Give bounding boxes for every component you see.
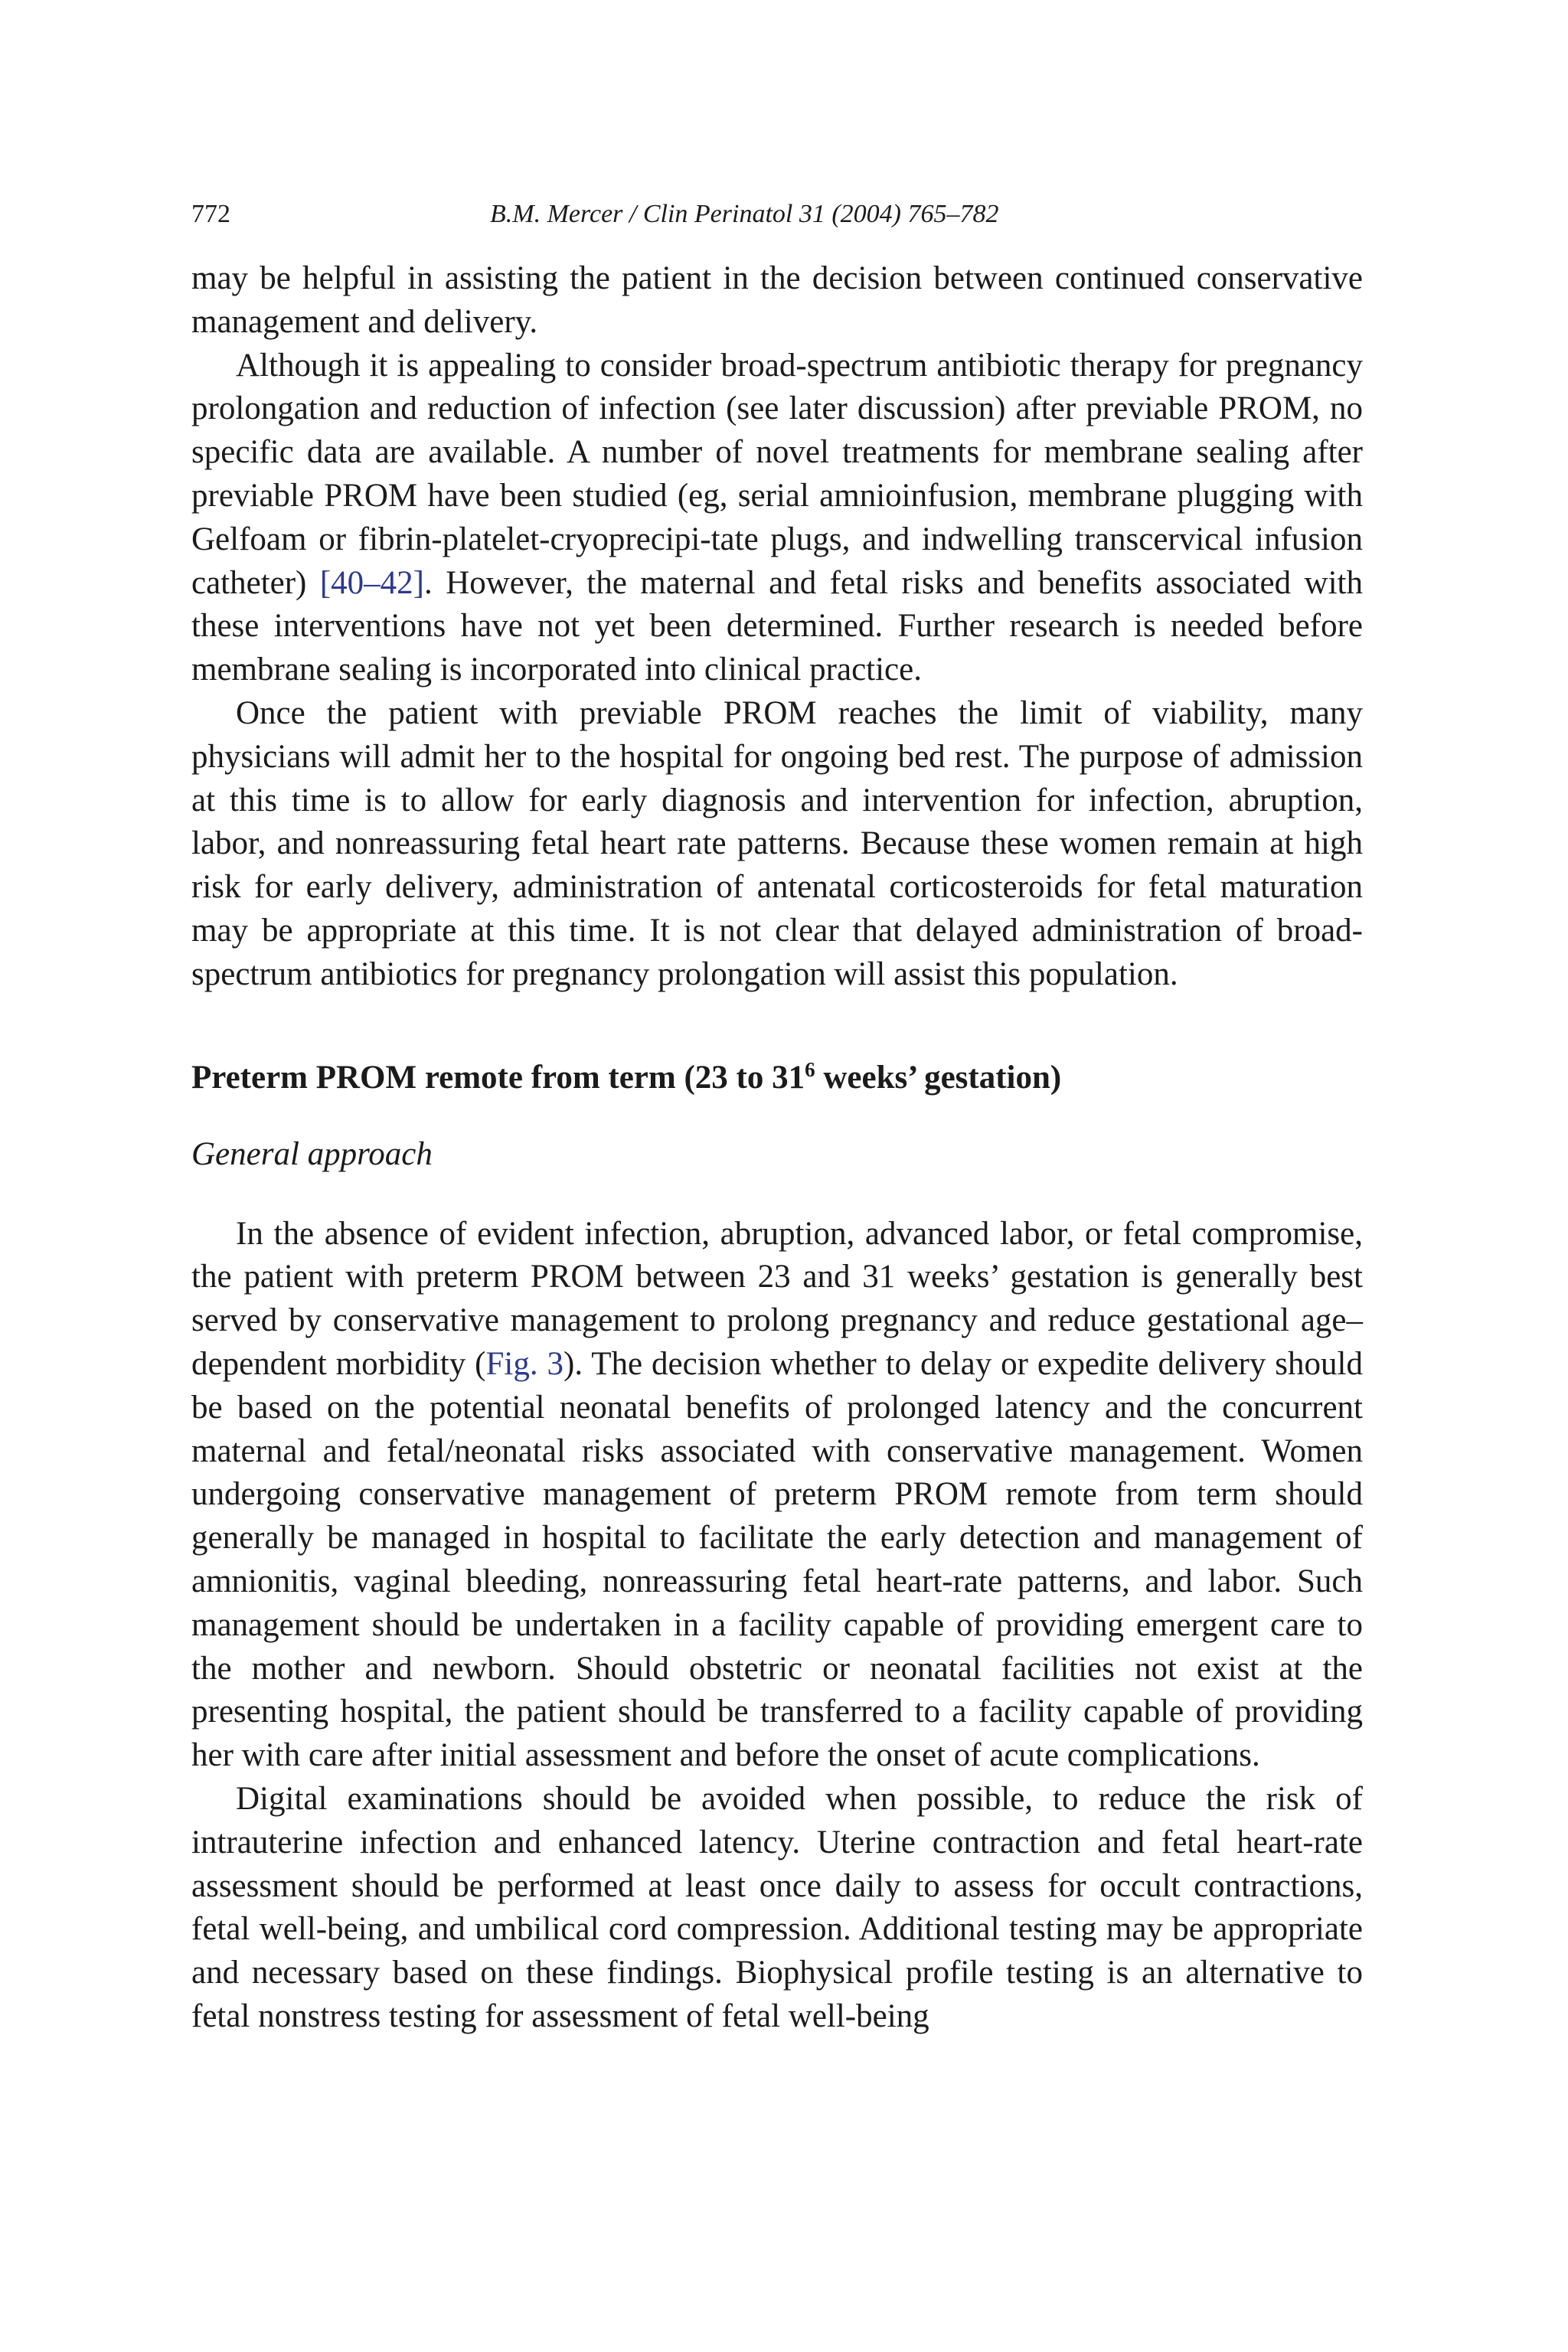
paragraph-digital-examinations: Digital examinations should be avoided when possible, to reduce the risk of intrauterine infection and enhanced latency. Uterine contraction and fetal heart-rate assessment should be performed at least once daily to assess for occult contractions, fetal well-being, and umbilical cord compression. Additional testing may be appropriate and necessary based on these findings. Biophysical profile testing is an alternative to fetal nonstress testing for assessment of fetal well-being <box>191 1780 1363 2034</box>
paragraph-antibiotics-membrane-sealing <box>191 345 1363 692</box>
section-heading <box>191 1057 1363 1099</box>
paragraph-text: . However, the maternal and fetal risks and benefits associated with these interventions have not yet been determined. Further research is needed before membrane sealing is incorporated into clinical practice. <box>191 564 1363 688</box>
general-approach-body <box>191 1213 1363 2039</box>
journal-reference: B.M. Mercer / Clin Perinatol 31 (2004) 765–782 <box>490 200 999 228</box>
section-heading-text: Preterm PROM remote from term (23 to 31 <box>191 1059 805 1096</box>
subsection-heading: General approach <box>191 1135 433 1172</box>
paragraph-conservative-management <box>191 1213 1363 1778</box>
figure-link-fig-3[interactable]: Fig. 3 <box>485 1345 564 1382</box>
paragraph-continued: may be helpful in assisting the patient in the decision between continued conservative management and delivery. <box>191 260 1363 340</box>
citation-link-40-42[interactable]: [40–42] <box>319 564 424 601</box>
section-heading-text-tail: weeks’ gestation) <box>815 1059 1062 1096</box>
paragraph-limit-of-viability: Once the patient with previable PROM reaches the limit of viability, many physicians will admit her to the hospital for ongoing bed rest. The purpose of admission at this time is to allow for early diagnosis and intervention for infection, abruption, labor, and nonreassuring fetal heart rate patterns. Because these women remain at high risk for early delivery, administration of antenatal corticosteroids for fetal maturation may be appropriate at this time. It is not clear that delayed administration of broad-spectrum antibiotics for pregnancy prolongation will assist this population. <box>191 694 1363 992</box>
preterm-prom-remote-section <box>191 1057 1363 2039</box>
running-head <box>191 198 1363 231</box>
previable-prom-section <box>191 257 1363 997</box>
article-page <box>191 198 1363 2039</box>
section-heading-superscript: 6 <box>805 1057 815 1081</box>
paragraph-text: In the absence of evident infection, abruption, advanced labor, or fetal compromise, the patient with preterm PROM between 23 and 31 weeks’ gestation is generally best served by conservative management to prolong pregnancy and reduce gestational age–dependent morbidity ( <box>191 1215 1363 1382</box>
paragraph-text: ). The decision whether to delay or expedite delivery should be based on the potential neonatal benefits of prolonged latency and the concurrent maternal and fetal/neonatal risks associated with conservative management. Women undergoing conservative management of preterm PROM remote from term should generally be managed in hospital to facilitate the early detection and management of amnionitis, vaginal bleeding, nonreassuring fetal heart-rate patterns, and labor. Such management should be undertaken in a facility capable of providing emergent care to the mother and newborn. Should obstetric or neonatal facilities not exist at the presenting hospital, the patient should be transferred to a facility capable of providing her with care after initial assessment and before the onset of acute complications. <box>191 1345 1363 1774</box>
page-number: 772 <box>191 200 230 228</box>
paragraph-text: Although it is appealing to consider broad-spectrum antibiotic therapy for pregnancy prolongation and reduction of infection (see later discussion) after previable PROM, no specific data are available. A number of novel treatments for membrane sealing after previable PROM have been studied (eg, serial amnioinfusion, membrane plugging with Gelfoam or fibrin-platelet-cryoprecipi-tate plugs, and indwelling transcervical infusion catheter) <box>191 347 1363 601</box>
